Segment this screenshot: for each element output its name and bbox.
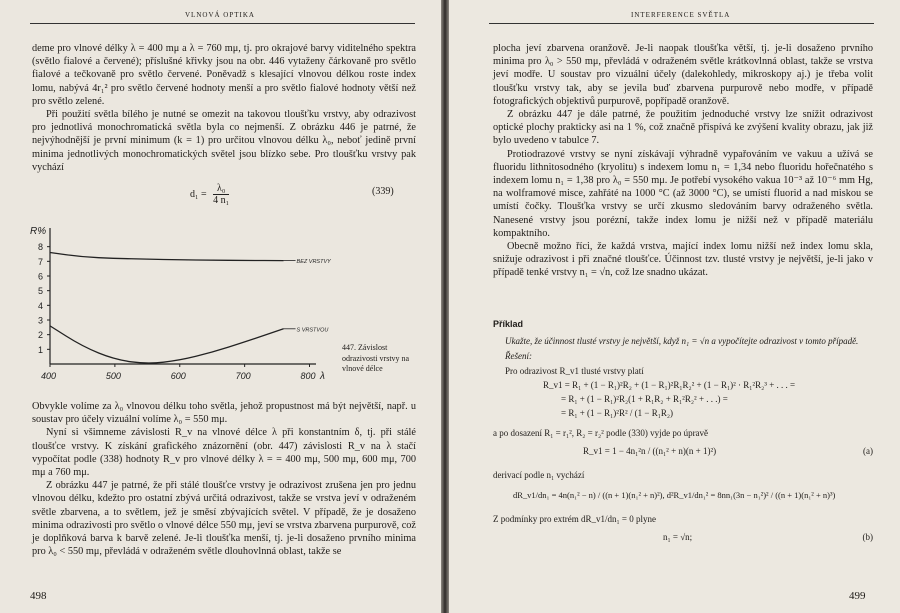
paragraph: Protiodrazové vrstvy se nyní získávají výhradně vypařováním ve vakuu a užívá se fluoridu lithnitosodného (kryolitu) s indexem lomu n₁ = 1,34 nebo fluoridu hořečnatého s indexem lomu n₁ = 1,38 pro λ₀ = 550 mμ. Je potřebí vysokého vakua 10⁻³ až 10⁻⁶ mm Hg, na wolframové misce, zahřáté na 1000 °C (až 3000 °C), se umístí fluorid a nad miskou se umístí čočky. Tloušťka vrstvy se určí zkusmo sledováním barvy odraženého světla. Nanesené vrstvy jsou porézní, takže index lomu je nižší než v případě materiálu kompaktního. xyxy=(493,148,873,239)
solution-intro: Pro odrazivost R_v1 tlusté vrstvy platí xyxy=(505,366,644,376)
y-tick-label: 3 xyxy=(38,315,44,326)
left-top-text xyxy=(32,42,416,174)
y-tick-label: 4 xyxy=(38,300,44,311)
y-tick-label: 5 xyxy=(38,286,44,297)
left-bottom-text xyxy=(32,400,416,558)
derivative-text: derivací podle n₁ vychází xyxy=(493,470,585,480)
y-tick-label: 2 xyxy=(38,330,44,341)
equation-a: R_v1 = 1 − 4n₁²n / ((n₁² + n)(n + 1)²) xyxy=(583,446,717,456)
equation-339 xyxy=(190,183,229,206)
equation-a-label: (a) xyxy=(863,446,873,456)
y-tick-label: 1 xyxy=(38,344,44,355)
paragraph: plocha jeví zbarvena oranžově. Je-li naopak tloušťka větší, tj. je-li dosaženo prvního minima pro λ₀ > 550 mμ, převládá v odraženém světle krátkovlnná oblast, takže se vrstva jeví modře. U soustav pro vizuální účely (dalekohledy, mikroskopy aj.) je třeba volit tloušťku vrstvy tak, aby se jevila buď zbarvena purpurově nebo modře, v případě fotografických objektivů purpurově, popřípadě oranžově. xyxy=(493,43,873,107)
substitution-text: a po dosazení R₁ = r₁², R₂ = r₂² podle (330) vyjde po úpravě xyxy=(493,428,709,438)
x-tick-label: 600 xyxy=(170,371,186,381)
equation-line: R_v1 = R₁ + (1 − R₁)²R₂ + (1 − R₁)²R₁R₂² + (1 − R₁)² · R₁²R₂³ + . . . = xyxy=(543,380,796,390)
figure-447-chart xyxy=(26,212,331,387)
series-line-s-vrstvou xyxy=(50,326,284,363)
right-page-number: 499 xyxy=(849,590,866,602)
series-label: BEZ VRSTVY xyxy=(296,259,331,266)
paragraph: Obecně možno říci, že každá vrstva, mající index lomu nižší než index lomu skla, snižuje odrazivost i při značné tloušťce. Účinnost tzv. tlusté vrstvy je největší, je-li jako v případě tenké vrstvy n₁ = √n, což lze snadno ukázat. xyxy=(493,241,873,279)
x-tick-label: 400 xyxy=(41,371,57,381)
y-tick-label: 6 xyxy=(38,271,44,282)
example-title: Příklad xyxy=(493,319,524,329)
y-axis-label: R% xyxy=(30,226,47,237)
left-running-header: VLNOVÁ OPTIKA xyxy=(185,11,255,19)
paragraph: Z obrázku 447 je dále patrné, že použitím jednoduché vrstvy lze snížit odrazivost optické plochy prakticky asi na 1 %, což značně přispívá ke zvýšení kvality obrazu, jak již bylo uvedeno v tabulce 7. xyxy=(493,109,873,147)
paragraph: Při použití světla bílého je nutné se omezit na takovou tloušťku vrstvy, aby odrazivost pro jednotlivá monochromatická světla byla co nejmenší. Z obrázku 446 je patrné, že nejvýhodnější je první minimum (k = 1) pro určitou vlnovou délku λ₀, neboť jedině první minima jednotlivých monochromatických světel jsou blízko sebe. Pro tloušťku vrstvy pak vychází xyxy=(32,109,416,173)
equation-denominator: 4 n₁ xyxy=(213,195,230,206)
equation-number: (339) xyxy=(372,186,394,197)
example-task: Ukažte, že účinnost tlusté vrstvy je největší, když n₁ = √n a vypočítejte odrazivost v tomto případě. xyxy=(505,336,859,346)
x-tick-label: 800 xyxy=(300,371,316,381)
equation-b-label: (b) xyxy=(862,532,873,542)
left-page xyxy=(0,0,441,613)
example-block xyxy=(493,318,873,543)
solution-label: Řešení: xyxy=(505,351,532,361)
equation-line: = R₁ + (1 − R₁)²R₂(1 + R₁R₂ + R₁²R₂² + . . .) = xyxy=(561,394,728,404)
book-gutter xyxy=(441,0,449,613)
y-tick-label: 7 xyxy=(38,256,44,267)
right-running-header: INTERFERENCE SVĚTLA xyxy=(631,11,731,19)
figure-caption: 447. Závislost odrazivosti vrstvy na vlnové délce xyxy=(342,343,410,373)
right-header-rule xyxy=(489,23,874,24)
equation-lhs: d₁ = xyxy=(190,188,207,200)
left-header-rule xyxy=(30,23,415,24)
paragraph: Nyní si všimneme závislosti R_v na vlnové délce λ při konstantním δ, tj. při stálé tloušťce vrstvy. K získání grafického znázornění (obr. 447) závislosti R_v na λ stačí vypočítat podle (338) hodnoty R_v pro vlnové délky λ = = 400 mμ, 500 mμ, 600 mμ, 700 mμ a 760 mμ. xyxy=(32,427,416,479)
series-line-bez-vrstvy xyxy=(50,253,284,261)
paragraph: Z obrázku 447 je patrné, že při stálé tloušťce vrstvy je odrazivost zrušena jen pro jednu vlnovou délku, kdežto pro ostatní zbývá určitá odrazivost, takže se vrstva jeví v odraženém světle zbarvena, a to světlem, jež je směsí zbývajících světel. V případě, že je dosaženo minima odrazivosti pro světlo o vlnové délce 550 mμ, jeví se vrstva zbarvena purpurově, což je doplňková barva k barvě zelené. Je-li tloušťka menší, tj. je-li dosaženo prvního minima pro λ₀ < 550 mμ, převládá v odraženém světle dlouhovlnná oblast, takže se xyxy=(32,480,416,558)
x-axis-label: λ xyxy=(320,371,325,382)
x-tick-label: 500 xyxy=(105,371,121,381)
equation-b: n₁ = √n; xyxy=(663,532,693,542)
y-tick-label: 8 xyxy=(38,242,44,253)
equation-numerator: λ₀ xyxy=(213,183,229,195)
condition-text: Z podmínky pro extrém dR_v1/dn₁ = 0 plyne xyxy=(493,514,656,524)
equation-line: = R₁ + (1 − R₁)²R² / (1 − R₁R₂) xyxy=(561,408,674,418)
paragraph: Obvykle volíme za λ₀ vlnovou délku toho světla, jehož propustnost má být největší, např. u soustav pro účely vizuální volíme λ₀ = 550 mμ. xyxy=(32,401,416,426)
x-tick-label: 700 xyxy=(235,371,251,381)
right-main-text xyxy=(493,42,873,280)
paragraph: deme pro vlnové délky λ = 400 mμ a λ = 760 mμ, tj. pro okrajové barvy viditelného spektra (světlo fialové a červené); příslušné křivky jsou na obr. 446 vytaženy čárkovaně pro světlo fialové a tečkovaně pro světlo červené. Poněvadž s klesající vlnovou délkou roste index lomu, nabývá 4r₁² pro světlo červené hodnoty menší a pro světlo fialové hodnoty větší než pro světlo zelené. xyxy=(32,43,416,107)
series-label: S VRSTVOU xyxy=(296,327,329,334)
right-page xyxy=(449,0,900,613)
derivative-equations: dR_v1/dn₁ = 4n(n₁² − n) / ((n + 1)(n₁² + n)²), d²R_v1/dn₁² = 8nn₁(3n − n₁²)² / ((n + 1)(n₁² + n)³) xyxy=(513,490,836,500)
left-page-number: 498 xyxy=(30,590,47,602)
